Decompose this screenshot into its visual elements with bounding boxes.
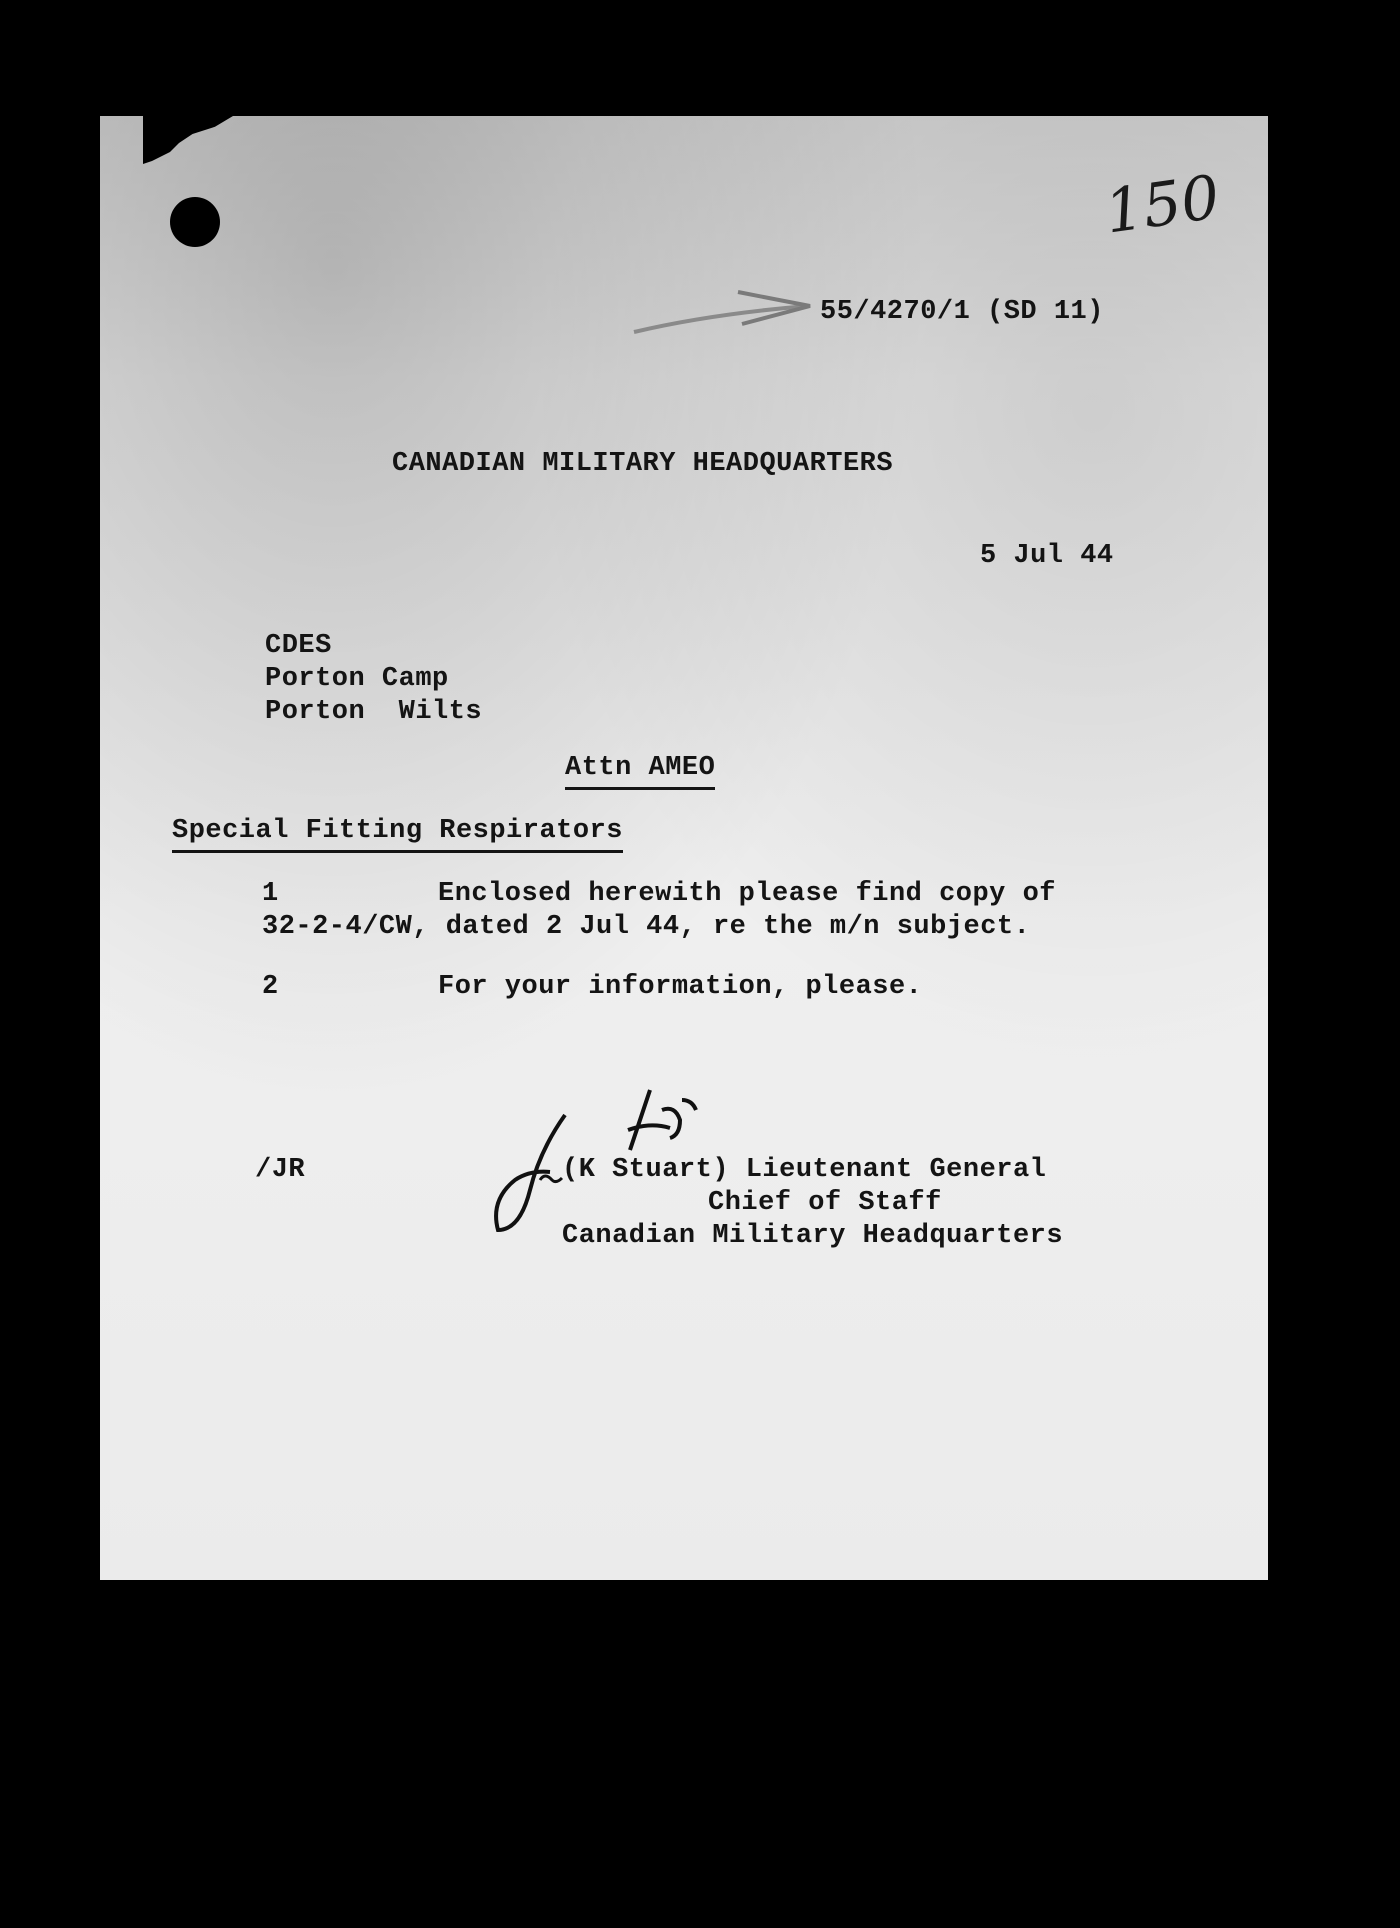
recipient-line-1: CDES [265, 631, 332, 661]
paragraph-1-number: 1 [262, 879, 279, 909]
letterhead-heading: CANADIAN MILITARY HEADQUARTERS [392, 449, 894, 479]
recipient-line-2: Porton Camp [265, 664, 449, 694]
attention-line: Attn AMEO [565, 752, 715, 790]
signature-line-1: (K Stuart) Lieutenant General [562, 1155, 1047, 1185]
recipient-line-3: Porton Wilts [265, 697, 483, 727]
signature-line-2: Chief of Staff [708, 1188, 942, 1218]
punch-hole [170, 197, 220, 247]
subject-line: Special Fitting Respirators [172, 815, 623, 853]
paragraph-1-line-1: Enclosed herewith please find copy of [438, 879, 1056, 909]
reference-number: 55/4270/1 (SD 11) [820, 297, 1104, 327]
letter-date: 5 Jul 44 [980, 541, 1114, 571]
paragraph-1-line-2: 32-2-4/CW, dated 2 Jul 44, re the m/n subject. [262, 912, 1031, 942]
page-number: 150 [1100, 162, 1224, 248]
paragraph-2-number: 2 [262, 972, 279, 1002]
signature-line-3: Canadian Military Headquarters [562, 1221, 1064, 1251]
paragraph-2-line-1: For your information, please. [438, 972, 923, 1002]
typist-initials: /JR [255, 1155, 306, 1185]
arrow-icon [630, 280, 830, 340]
